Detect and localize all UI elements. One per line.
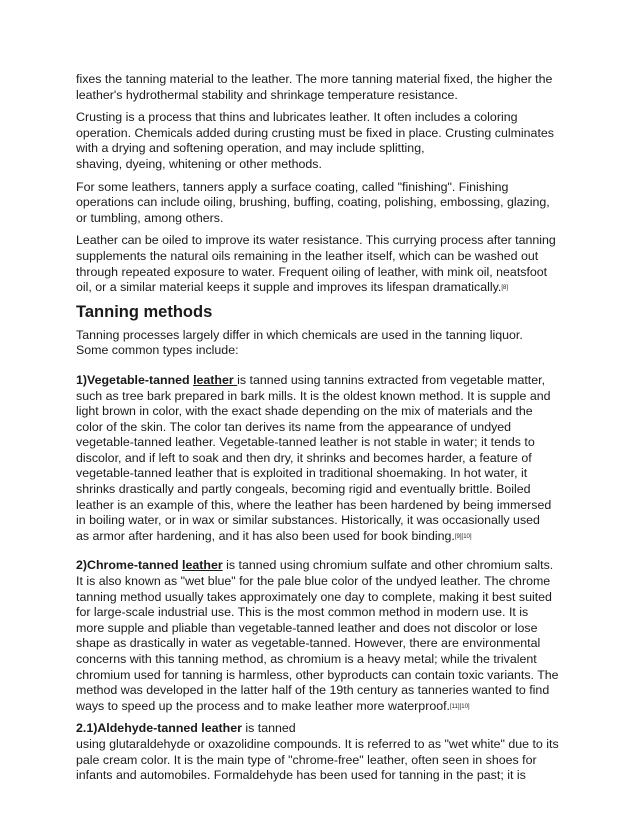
text-line: tanning method usually takes approximately one day to complete, making it best suited <box>76 589 552 604</box>
leather-link[interactable]: leather <box>193 372 238 387</box>
paragraph-aldehyde-tanned <box>76 721 566 783</box>
spacer <box>76 359 566 373</box>
text-line: vegetable-tanned leather that is exploited in traditional shoemaking. In hot water, it <box>76 466 528 481</box>
citation-ref[interactable]: [8] <box>501 285 509 292</box>
paragraph-fixing <box>76 72 566 103</box>
item-label: 2.1)Aldehyde-tanned leather <box>76 721 242 736</box>
text-line: discolor, and if left to soak and then dry, it shrinks and becomes harder, a feature of <box>76 450 532 465</box>
text-fragment: is tanned using chromium sulfate and other chromium salts. <box>222 558 554 573</box>
text-line: such as tree bark prepared in bark mills. It is the oldest known method. It is supple and <box>76 388 551 403</box>
text-fragment: as armor after hardening, and it has also been used for book binding. <box>76 528 455 543</box>
section-heading: Tanning methods <box>76 302 213 321</box>
text-line: concerns with this tanning method, as chromium is a heavy metal; while the trivalent <box>76 652 537 666</box>
text-line <box>76 280 566 296</box>
text-line: more supple and pliable than vegetable-tanned leather and does not discolor or lose <box>76 620 538 635</box>
text-line: operation. Chemicals added during crusting must be fixed in place. Crusting culminates <box>76 125 554 140</box>
text-line: shrinks drastically and partly congeals, becoming rigid and eventually brittle. Boiled <box>76 482 531 497</box>
text-line: pale cream color. It is the main type of "chrome-free" leather, often seen in shoes for <box>76 752 537 767</box>
text-line <box>76 529 566 545</box>
text-line: for large-scale industrial use. This is the most common method in modern use. It is <box>76 605 529 620</box>
paragraph-chrome-tanned <box>76 558 566 714</box>
spacer <box>76 544 566 558</box>
text-line <box>76 699 566 715</box>
paragraph-vegetable-tanned <box>76 373 566 545</box>
citation-ref[interactable]: [11][10] <box>450 703 470 710</box>
paragraph-oiling <box>76 233 566 295</box>
text-fragment: is tanned <box>241 721 296 736</box>
paragraph-crusting <box>76 110 566 172</box>
text-line: Some common types include: <box>76 343 239 358</box>
leather-link[interactable]: leather <box>182 558 223 573</box>
text-line: Crusting is a process that thins and lubricates leather. It often includes a coloring <box>76 110 518 125</box>
text-line: through repeated exposure to water. Frequent oiling of leather, with mink oil, neatsfoot <box>76 264 548 279</box>
text-line: infants and automobiles. Formaldehyde has been used for tanning in the past; it is <box>76 768 526 783</box>
text-fragment: ways to speed up the process and to make leather more waterproof. <box>76 698 450 713</box>
text-line: method was developed in the latter half of the 19th century as tanneries wanted to find <box>76 683 550 698</box>
text-line: For some leathers, tanners apply a surface coating, called "finishing". Finishing <box>76 179 509 194</box>
text-line: vegetable-tanned leather. Vegetable-tanned leather is not stable in water; it tends to <box>76 435 535 450</box>
text-line: leather's hydrothermal stability and shrinkage temperature resistance. <box>76 87 458 102</box>
document-page <box>76 72 566 791</box>
text-line: Leather can be oiled to improve its water resistance. This currying process after tanning <box>76 233 556 248</box>
text-line: with a drying and softening operation, and may include splitting, <box>76 141 425 156</box>
text-fragment: is tanned using tannins extracted from vegetable matter, <box>237 372 546 387</box>
text-line: shape as drastically in water as vegetable-tanned. However, there are environmental <box>76 636 541 651</box>
item-label: 2)Chrome-tanned <box>76 558 183 573</box>
text-line: operations can include oiling, brushing, buffing, coating, polishing, embossing, glazing, <box>76 195 550 210</box>
text-fragment: oil, or a similar material keeps it supple and improves its lifespan dramatically. <box>76 280 502 295</box>
text-line <box>76 558 566 574</box>
citation-ref[interactable]: [9][10] <box>454 533 472 540</box>
text-line: light brown in color, with the exact shade depending on the mix of materials and the <box>76 404 533 419</box>
text-line <box>76 721 566 737</box>
text-line: supplements the natural oils remaining in the leather itself, which can be washed out <box>76 248 539 263</box>
item-label: 1)Vegetable-tanned <box>76 372 194 387</box>
text-line: using glutaraldehyde or oxazolidine compounds. It is referred to as "wet white" due to its <box>76 736 559 751</box>
text-line: color of the skin. The color tan derives its name from the appearance of undyed <box>76 419 512 434</box>
paragraph-intro <box>76 328 566 359</box>
text-line: It is also known as "wet blue" for the pale blue color of the undyed leather. The chrome <box>76 574 551 589</box>
paragraph-finishing <box>76 180 566 227</box>
text-line: fixes the tanning material to the leather. The more tanning material fixed, the higher the <box>76 72 553 86</box>
text-line <box>76 373 566 389</box>
text-line: or tumbling, among others. <box>76 210 224 225</box>
text-line: shaving, dyeing, whitening or other methods. <box>76 156 322 171</box>
text-line: in boiling water, or in wax or similar substances. Historically, it was occasionally used <box>76 513 540 528</box>
text-line: Tanning processes largely differ in which chemicals are used in the tanning liquor. <box>76 327 523 342</box>
text-line: chromium used for tanning is harmless, other byproducts can contain toxic variants. The <box>76 667 559 682</box>
text-line: leather is an example of this, where the leather has been hardened by being immersed <box>76 497 552 512</box>
